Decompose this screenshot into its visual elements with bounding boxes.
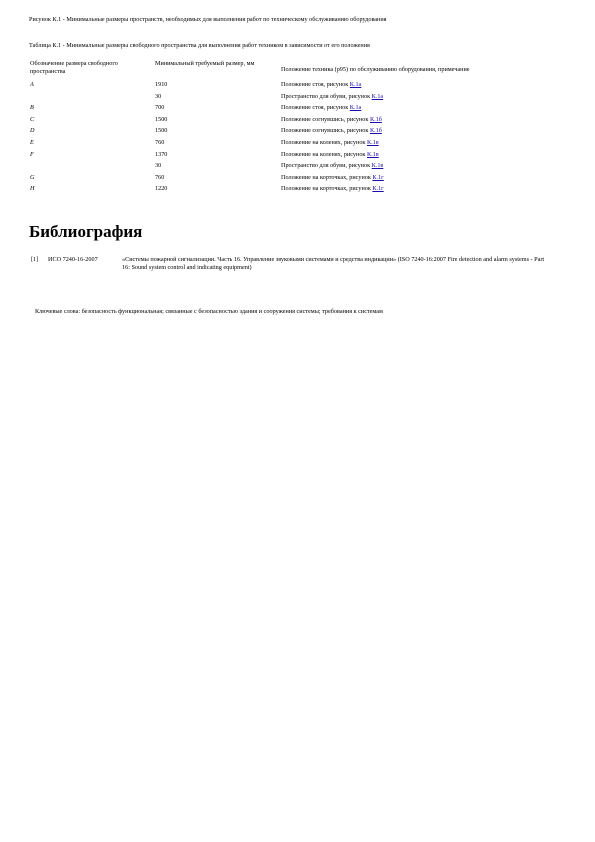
position-note: Положение на коленях, рисунок: [281, 138, 366, 146]
table-row: [29, 126, 569, 138]
figure-ref-link[interactable]: К.1а: [349, 104, 362, 112]
cell-position: [281, 174, 384, 182]
bibliography-heading: Библиография: [29, 222, 143, 241]
figure-ref-link[interactable]: К.1а: [371, 92, 384, 100]
table-row: [29, 115, 569, 127]
position-note: Пространство для обуви, рисунок: [281, 162, 371, 170]
cell-size: 30: [155, 162, 162, 170]
cell-size: 1910: [155, 81, 168, 88]
table-body: [29, 80, 569, 196]
bibliography-list: [29, 256, 559, 276]
bibliography-text: «Системы пожарной сигнализации. Часть 16. Управление звуковыми системами и средства индикации» (ISO 7240-16:2007 Fire detection and alarm systems - Part 16: Sound system control and indicating equipment): [122, 256, 545, 271]
cell-size: 30: [155, 92, 162, 100]
position-note: Пространство для обуви, рисунок: [281, 92, 371, 100]
position-note: Положение на корточках, рисунок: [281, 173, 371, 181]
figure-ref-link[interactable]: К.1в: [371, 162, 384, 170]
cell-position: [281, 93, 383, 101]
figure-ref-link[interactable]: К.1г: [372, 173, 384, 181]
position-note: Положение согнувшись, рисунок: [281, 127, 369, 135]
figure-ref-link[interactable]: К.1в: [366, 150, 379, 158]
cell-symbol: E: [30, 138, 34, 146]
figure-ref-link[interactable]: К.1б: [369, 127, 382, 135]
header-position: Положение техника (р95) по обслуживанию оборудования, примечание: [281, 66, 470, 73]
table-row: [29, 92, 569, 104]
cell-size: 1500: [155, 127, 168, 135]
table-row: [29, 184, 569, 196]
cell-symbol: G: [30, 173, 35, 181]
table-header-row: [29, 60, 569, 80]
cell-symbol: F: [30, 150, 34, 158]
position-note: Положение на коленях, рисунок: [281, 150, 366, 158]
bibliography-number: [1]: [31, 256, 39, 263]
figure-ref-link[interactable]: К.1б: [369, 115, 382, 123]
table-row: [29, 150, 569, 162]
table-row: [29, 103, 569, 115]
cell-symbol: D: [30, 127, 35, 135]
cell-size: 760: [155, 173, 165, 181]
cell-position: [281, 81, 361, 89]
requirements-table: [29, 60, 569, 196]
figure-ref-link[interactable]: К.1а: [349, 81, 362, 88]
table-row: [29, 80, 569, 92]
cell-position: [281, 151, 379, 159]
table-row: [29, 161, 569, 173]
cell-position: [281, 162, 383, 170]
cell-position: [281, 104, 361, 112]
header-symbol: Обозначение размера свободного пространства: [30, 60, 118, 75]
cell-size: 1220: [155, 185, 168, 193]
cell-symbol: B: [30, 104, 34, 112]
cell-size: 700: [155, 104, 165, 112]
table-row: [29, 138, 569, 150]
cell-symbol: A: [30, 81, 34, 88]
keywords-line: Ключевые слова: безопасность функциональная; связанные с безопасностью здания и сооружения системы; требования к системам: [35, 308, 383, 315]
bibliography-code: ИСО 7240-16-2007: [48, 256, 98, 263]
cell-symbol: H: [30, 185, 35, 193]
cell-position: [281, 116, 382, 124]
header-size: Минимальный требуемый размер, мм: [155, 60, 255, 67]
bibliography-item: [29, 256, 559, 276]
position-note: Положение стоя, рисунок: [281, 81, 349, 88]
position-note: Положение согнувшись, рисунок: [281, 115, 369, 123]
position-note: Положение стоя, рисунок: [281, 104, 349, 112]
cell-size: 1500: [155, 115, 168, 123]
position-note: Положение на корточках, рисунок: [281, 185, 371, 193]
table-row: [29, 173, 569, 185]
cell-position: [281, 139, 379, 147]
figure-ref-link[interactable]: К.1г: [372, 185, 384, 193]
cell-position: [281, 185, 384, 193]
table-caption: Таблица К.1 - Минимальные размеры свободного пространства для выполнения работ техником в зависимости от его положения: [29, 42, 370, 49]
figure-caption: Рисунок К.1 - Минимальные размеры пространств, необходимых для выполнения работ по техническому обслуживанию оборудования: [29, 16, 387, 23]
cell-size: 1370: [155, 150, 168, 158]
figure-ref-link[interactable]: К.1в: [366, 138, 379, 146]
cell-symbol: C: [30, 115, 35, 123]
cell-position: [281, 127, 382, 135]
cell-size: 760: [155, 138, 165, 146]
